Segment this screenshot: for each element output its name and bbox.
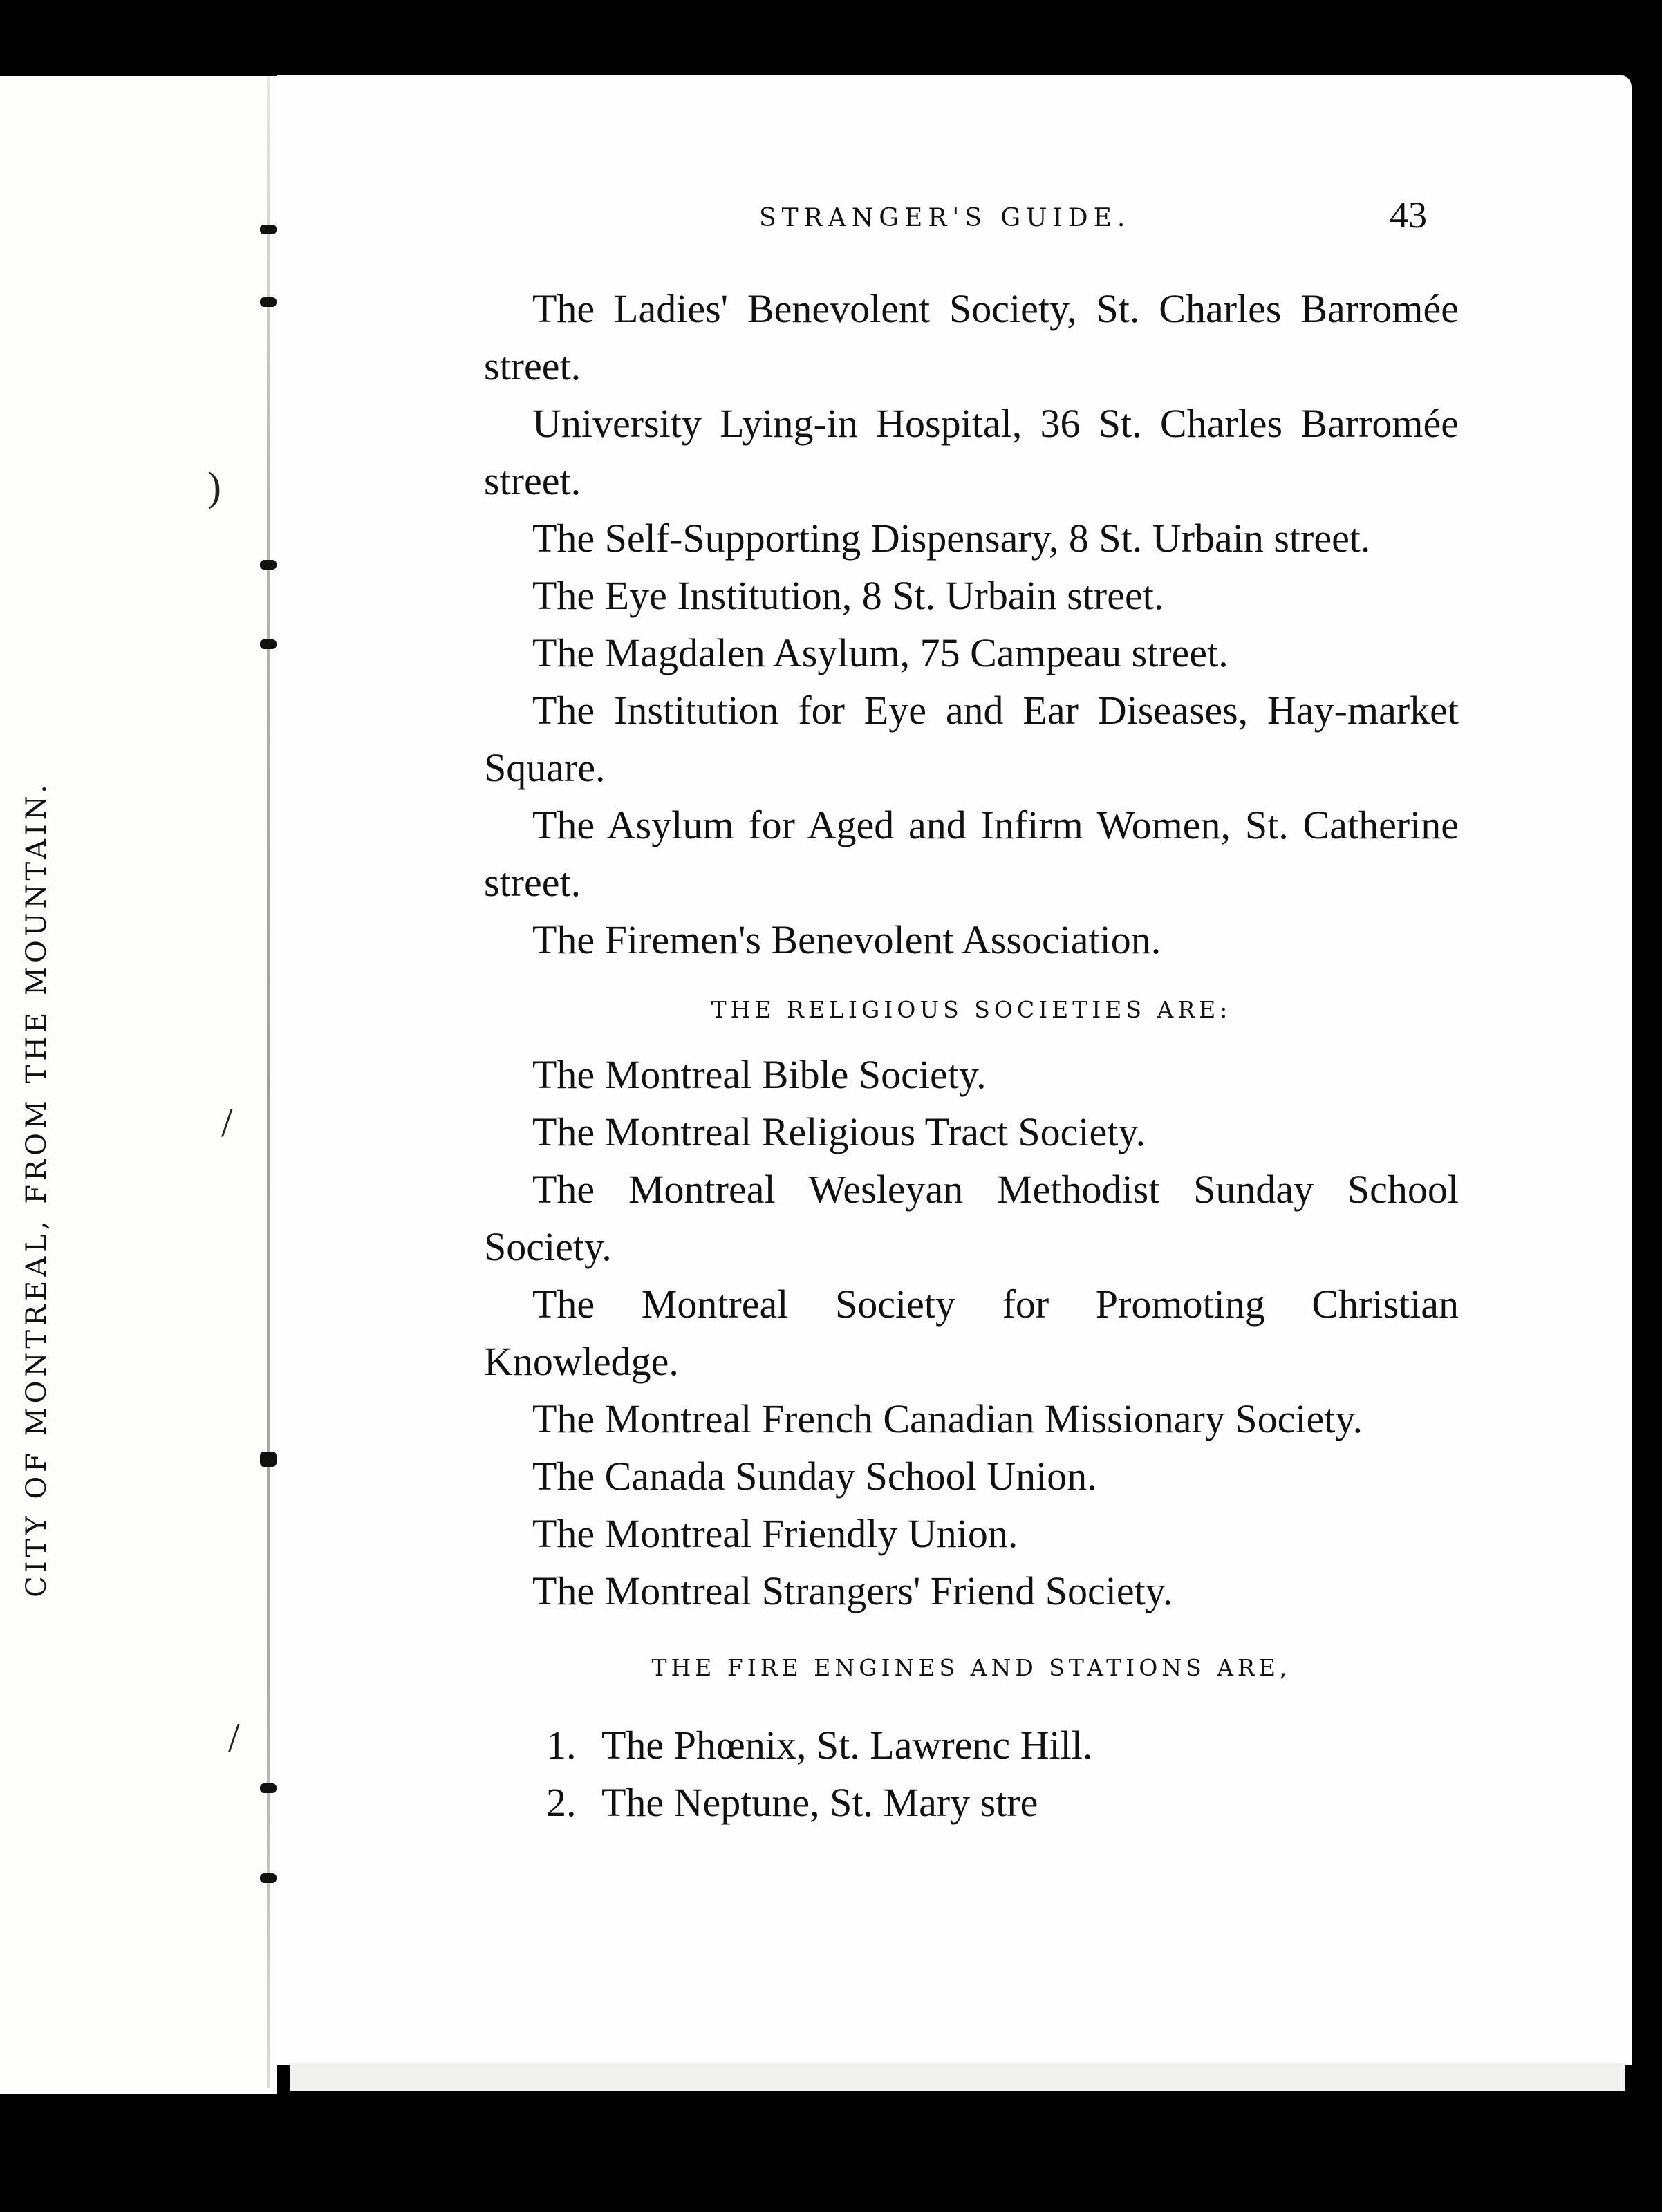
religious-society-entry: The Montreal Friendly Union. [532,1511,1018,1556]
religious-society-entry: The Montreal French Canadian Missionary Society. [532,1396,1363,1441]
stitch-mark [260,560,277,570]
stitch-mark [260,1783,277,1793]
book-spine-stitching [257,76,285,2088]
charity-entry: The Institution for Eye and Ear Diseases, Hay-market Square. [484,688,1459,790]
religious-society-entry: The Canada Sunday School Union. [532,1454,1097,1499]
margin-mark: / [221,1100,233,1145]
religious-society-entry: The Montreal Strangers' Friend Society. [532,1568,1173,1613]
stitch-mark [260,1452,277,1467]
fire-engines-heading: THE FIRE ENGINES AND STATIONS ARE, [651,1654,1291,1681]
stitch-mark [260,1873,277,1883]
fire-station-entry [484,1774,1459,1831]
charity-entry: The Magdalen Asylum, 75 Campeau street. [532,630,1229,675]
stitch-mark [260,639,277,649]
charity-entry: The Self-Supporting Dispensary, 8 St. Urbain street. [532,516,1371,561]
page-edge-under [290,2063,1625,2091]
stitch-mark [260,225,277,234]
fire-station-entry [484,1716,1459,1774]
page-number: 43 [1390,194,1427,236]
charity-entry: The Firemen's Benevolent Association. [532,917,1161,962]
page-body [484,280,1459,1831]
fire-station-text: The Phœnix, St. Lawrenc Hill. [601,1723,1093,1768]
running-head: STRANGER'S GUIDE. [759,204,1131,232]
charity-entry: The Ladies' Benevolent Society, St. Charles Barromée street. [484,286,1459,388]
fire-station-number: 2. [546,1780,577,1825]
religious-societies-heading: THE RELIGIOUS SOCIETIES ARE: [711,996,1232,1023]
religious-society-entry: The Montreal Wesleyan Methodist Sunday School Society. [484,1167,1459,1269]
religious-society-entry: The Montreal Bible Society. [532,1052,987,1097]
charity-entry: University Lying-in Hospital, 36 St. Charles Barromée street. [484,401,1459,503]
left-page-vertical-caption: CITY OF MONTREAL, FROM THE MOUNTAIN. [21,780,53,1597]
religious-society-entry: The Montreal Society for Promoting Christian Knowledge. [484,1282,1459,1384]
fire-station-number: 1. [546,1723,577,1768]
stitch-mark [260,297,277,307]
margin-mark: ) [207,464,221,509]
fire-station-text: The Neptune, St. Mary stre [601,1780,1038,1825]
religious-society-entry: The Montreal Religious Tract Society. [532,1109,1146,1154]
left-page [0,76,277,2094]
charity-entry: The Eye Institution, 8 St. Urbain street. [532,573,1164,618]
margin-mark: / [228,1715,240,1761]
charity-entry: The Asylum for Aged and Infirm Women, St. Catherine street. [484,803,1459,905]
